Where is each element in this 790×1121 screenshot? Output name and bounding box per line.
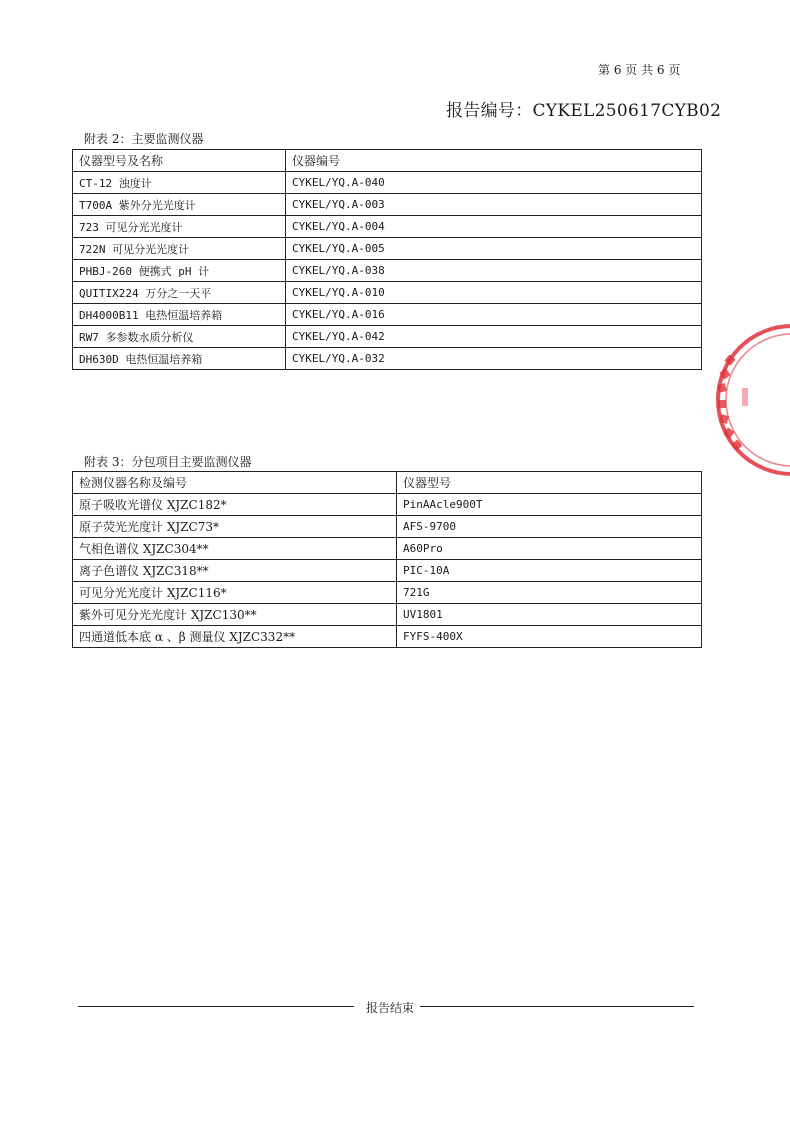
table-row xyxy=(73,194,702,216)
instrument-table-3 xyxy=(72,471,702,648)
instrument-model-cell: FYFS-400X xyxy=(397,626,702,648)
page-number: 第 6 页 共 6 页 xyxy=(598,63,681,77)
instrument-id-cell: CYKEL/YQ.A-032 xyxy=(286,348,702,370)
instrument-name-cell: 原子荧光光度计 XJZC73* xyxy=(73,516,397,538)
instrument-name-cell: 可见分光光度计 XJZC116* xyxy=(73,582,397,604)
instrument-name-cell: 722N 可见分光光度计 xyxy=(73,238,286,260)
instrument-name-cell: DH4000B11 电热恒温培养箱 xyxy=(73,304,286,326)
instrument-name-cell: 723 可见分光光度计 xyxy=(73,216,286,238)
instrument-id-cell: CYKEL/YQ.A-003 xyxy=(286,194,702,216)
end-divider-left xyxy=(78,1006,354,1007)
table-row xyxy=(73,582,702,604)
table-row xyxy=(73,538,702,560)
table-row xyxy=(73,348,702,370)
column-header: 仪器型号 xyxy=(397,472,702,494)
instrument-name-cell: RW7 多参数水质分析仪 xyxy=(73,326,286,348)
column-header: 检测仪器名称及编号 xyxy=(73,472,397,494)
instrument-model-cell: A60Pro xyxy=(397,538,702,560)
table-row xyxy=(73,326,702,348)
table-header-row xyxy=(73,150,702,172)
instrument-name-cell: PHBJ-260 便携式 pH 计 xyxy=(73,260,286,282)
instrument-id-cell: CYKEL/YQ.A-038 xyxy=(286,260,702,282)
table2-caption: 附表 2：主要监测仪器 xyxy=(84,132,204,146)
instrument-id-cell: CYKEL/YQ.A-010 xyxy=(286,282,702,304)
table-row xyxy=(73,172,702,194)
instrument-id-cell: CYKEL/YQ.A-016 xyxy=(286,304,702,326)
table-row xyxy=(73,238,702,260)
column-header: 仪器编号 xyxy=(286,150,702,172)
instrument-model-cell: PIC-10A xyxy=(397,560,702,582)
report-number: 报告编号：CYKEL250617CYB02 xyxy=(446,101,722,121)
instrument-model-cell: PinAAcle900T xyxy=(397,494,702,516)
instrument-name-cell: 四通道低本底 α 、β 测量仪 XJZC332** xyxy=(73,626,397,648)
column-header: 仪器型号及名称 xyxy=(73,150,286,172)
instrument-name-cell: CT-12 浊度计 xyxy=(73,172,286,194)
red-seal-icon xyxy=(712,320,790,480)
instrument-name-cell: 气相色谱仪 XJZC304** xyxy=(73,538,397,560)
instrument-model-cell: 721G xyxy=(397,582,702,604)
instrument-id-cell: CYKEL/YQ.A-042 xyxy=(286,326,702,348)
instrument-name-cell: QUITIX224 万分之一天平 xyxy=(73,282,286,304)
table-header-row xyxy=(73,472,702,494)
table-row xyxy=(73,516,702,538)
instrument-name-cell: T700A 紫外分光光度计 xyxy=(73,194,286,216)
instrument-table-2 xyxy=(72,149,702,370)
instrument-name-cell: 原子吸收光谱仪 XJZC182* xyxy=(73,494,397,516)
instrument-name-cell: 离子色谱仪 XJZC318** xyxy=(73,560,397,582)
table-row xyxy=(73,494,702,516)
table-row xyxy=(73,626,702,648)
report-end-text: 报告结束 xyxy=(366,1001,415,1015)
instrument-model-cell: AFS-9700 xyxy=(397,516,702,538)
table-row xyxy=(73,260,702,282)
instrument-model-cell: UV1801 xyxy=(397,604,702,626)
instrument-id-cell: CYKEL/YQ.A-004 xyxy=(286,216,702,238)
table3-caption: 附表 3：分包项目主要监测仪器 xyxy=(84,455,252,469)
table-row xyxy=(73,560,702,582)
table-row xyxy=(73,216,702,238)
end-divider-right xyxy=(420,1006,694,1007)
instrument-name-cell: 紫外可见分光光度计 XJZC130** xyxy=(73,604,397,626)
table-row xyxy=(73,282,702,304)
instrument-name-cell: DH630D 电热恒温培养箱 xyxy=(73,348,286,370)
table-row xyxy=(73,604,702,626)
instrument-id-cell: CYKEL/YQ.A-005 xyxy=(286,238,702,260)
table-row xyxy=(73,304,702,326)
instrument-id-cell: CYKEL/YQ.A-040 xyxy=(286,172,702,194)
